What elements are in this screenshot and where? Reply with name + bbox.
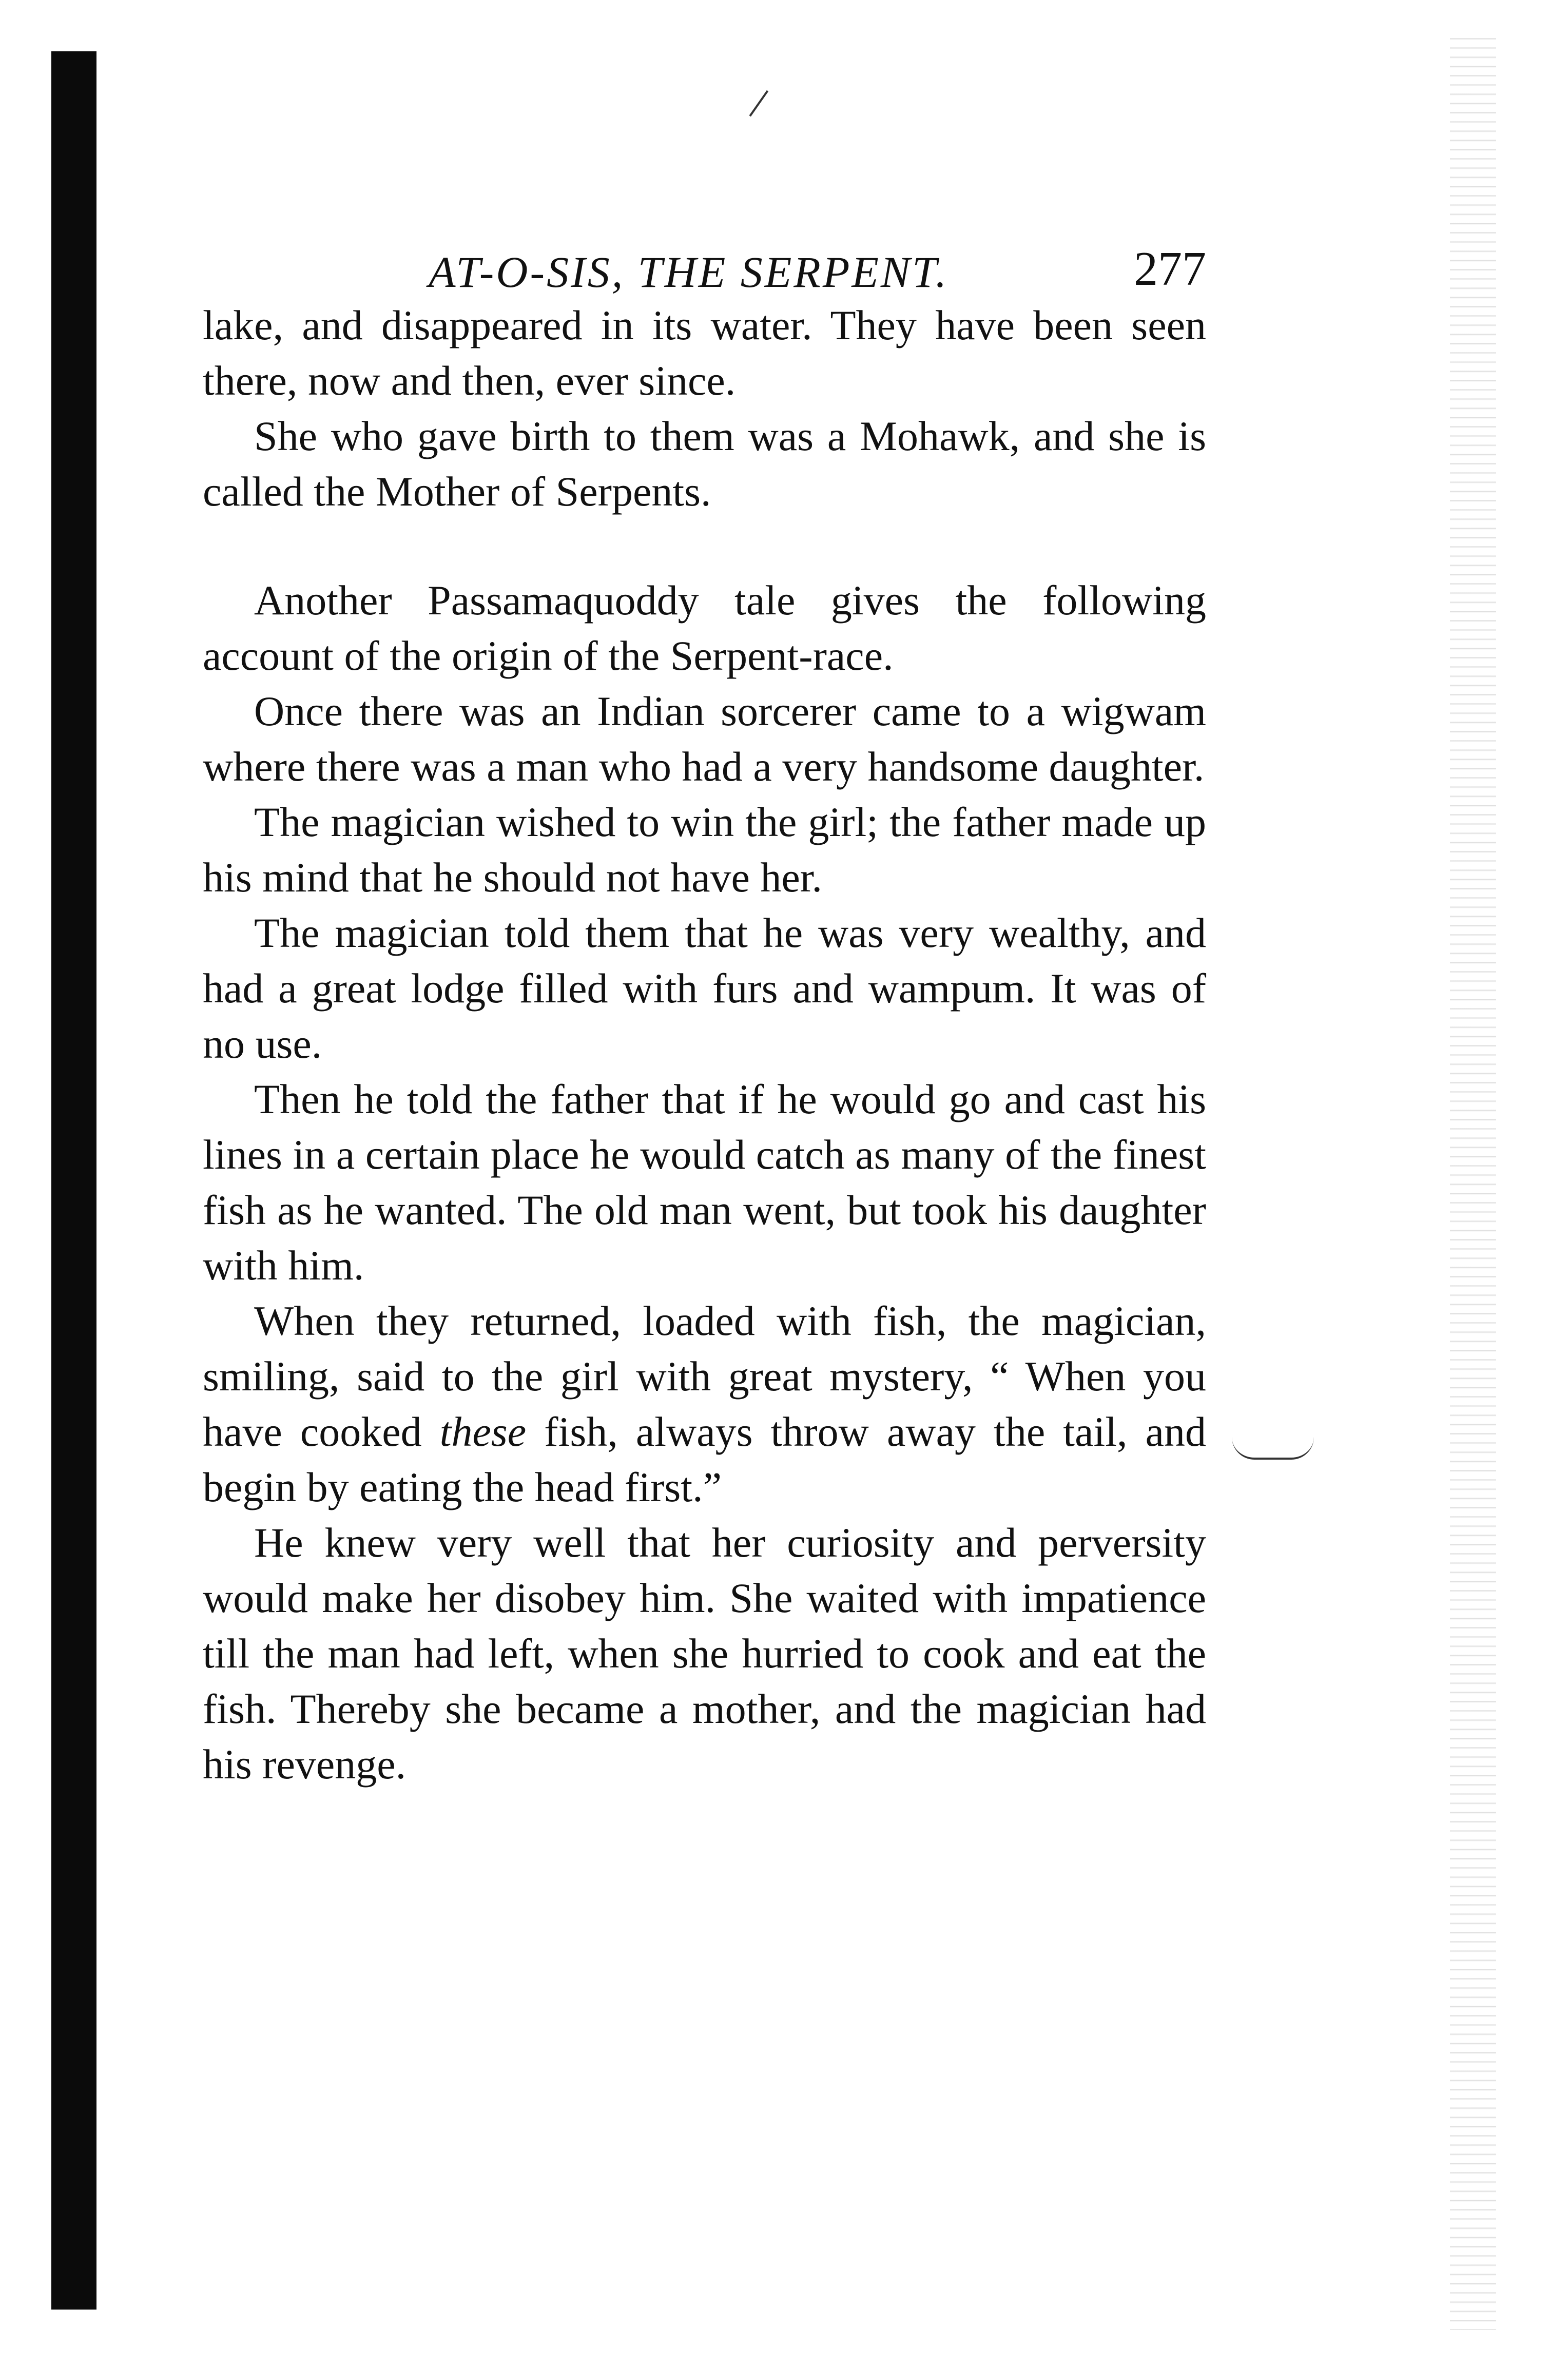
paragraph-cast-lines: Then he told the father that if he would go and cast his lines in a certain place he would catch as many of the finest fish as he wanted. The old man went, but took his daughter with him.: [203, 1076, 1206, 1289]
paragraph-continuation: lake, and disappeared in its water. They have been seen there, now and then, ever since.: [203, 302, 1206, 404]
paragraph-cooked-fish: [203, 1293, 1206, 1515]
ink-curve-mark: [1232, 1437, 1314, 1460]
running-head: [203, 236, 1206, 298]
book-spine-shadow: [51, 51, 96, 2310]
page-edge-texture: [1450, 31, 1496, 2330]
paragraph-wish-to-win: The magician wished to win the girl; the father made up his mind that he should not have her.: [203, 799, 1206, 901]
emphasis-these: these: [439, 1408, 527, 1455]
paragraph-sorcerer: Once there was an Indian sorcerer came to a wigwam where there was a man who had a very handsome daughter.: [203, 688, 1206, 790]
page-number: 277: [1134, 242, 1206, 296]
book-page: [203, 236, 1206, 1792]
paragraph-cooked-fish-start: When they returned, loaded with fish, the magician, smiling, said to the girl with great mystery, “ When you have cooked: [203, 1297, 1206, 1455]
paragraph-revenge: He knew very well that her curiosity and perversity would make her disobey him. She waited with impatience till the man had left, when she hurried to cook and eat the fish. Thereby she became a mother, and the magician had his revenge.: [203, 1519, 1206, 1788]
running-title: AT-O-SIS, THE SERPENT.: [429, 247, 949, 297]
paragraph-wealthy: The magician told them that he was very wealthy, and had a great lodge filled with furs and wampum. It was of no use.: [203, 909, 1206, 1067]
paragraph-another-tale: Another Passamaquoddy tale gives the following account of the origin of the Serpent-race.: [203, 577, 1206, 679]
paragraph-cooked-fish-end: fish, always throw away the tail, and begin by eating the head first.”: [203, 1408, 1206, 1510]
ink-stroke-mark: [732, 79, 768, 117]
paragraph-mother-of-serpents: She who gave birth to them was a Mohawk, and she is called the Mother of Serpents.: [203, 413, 1206, 515]
